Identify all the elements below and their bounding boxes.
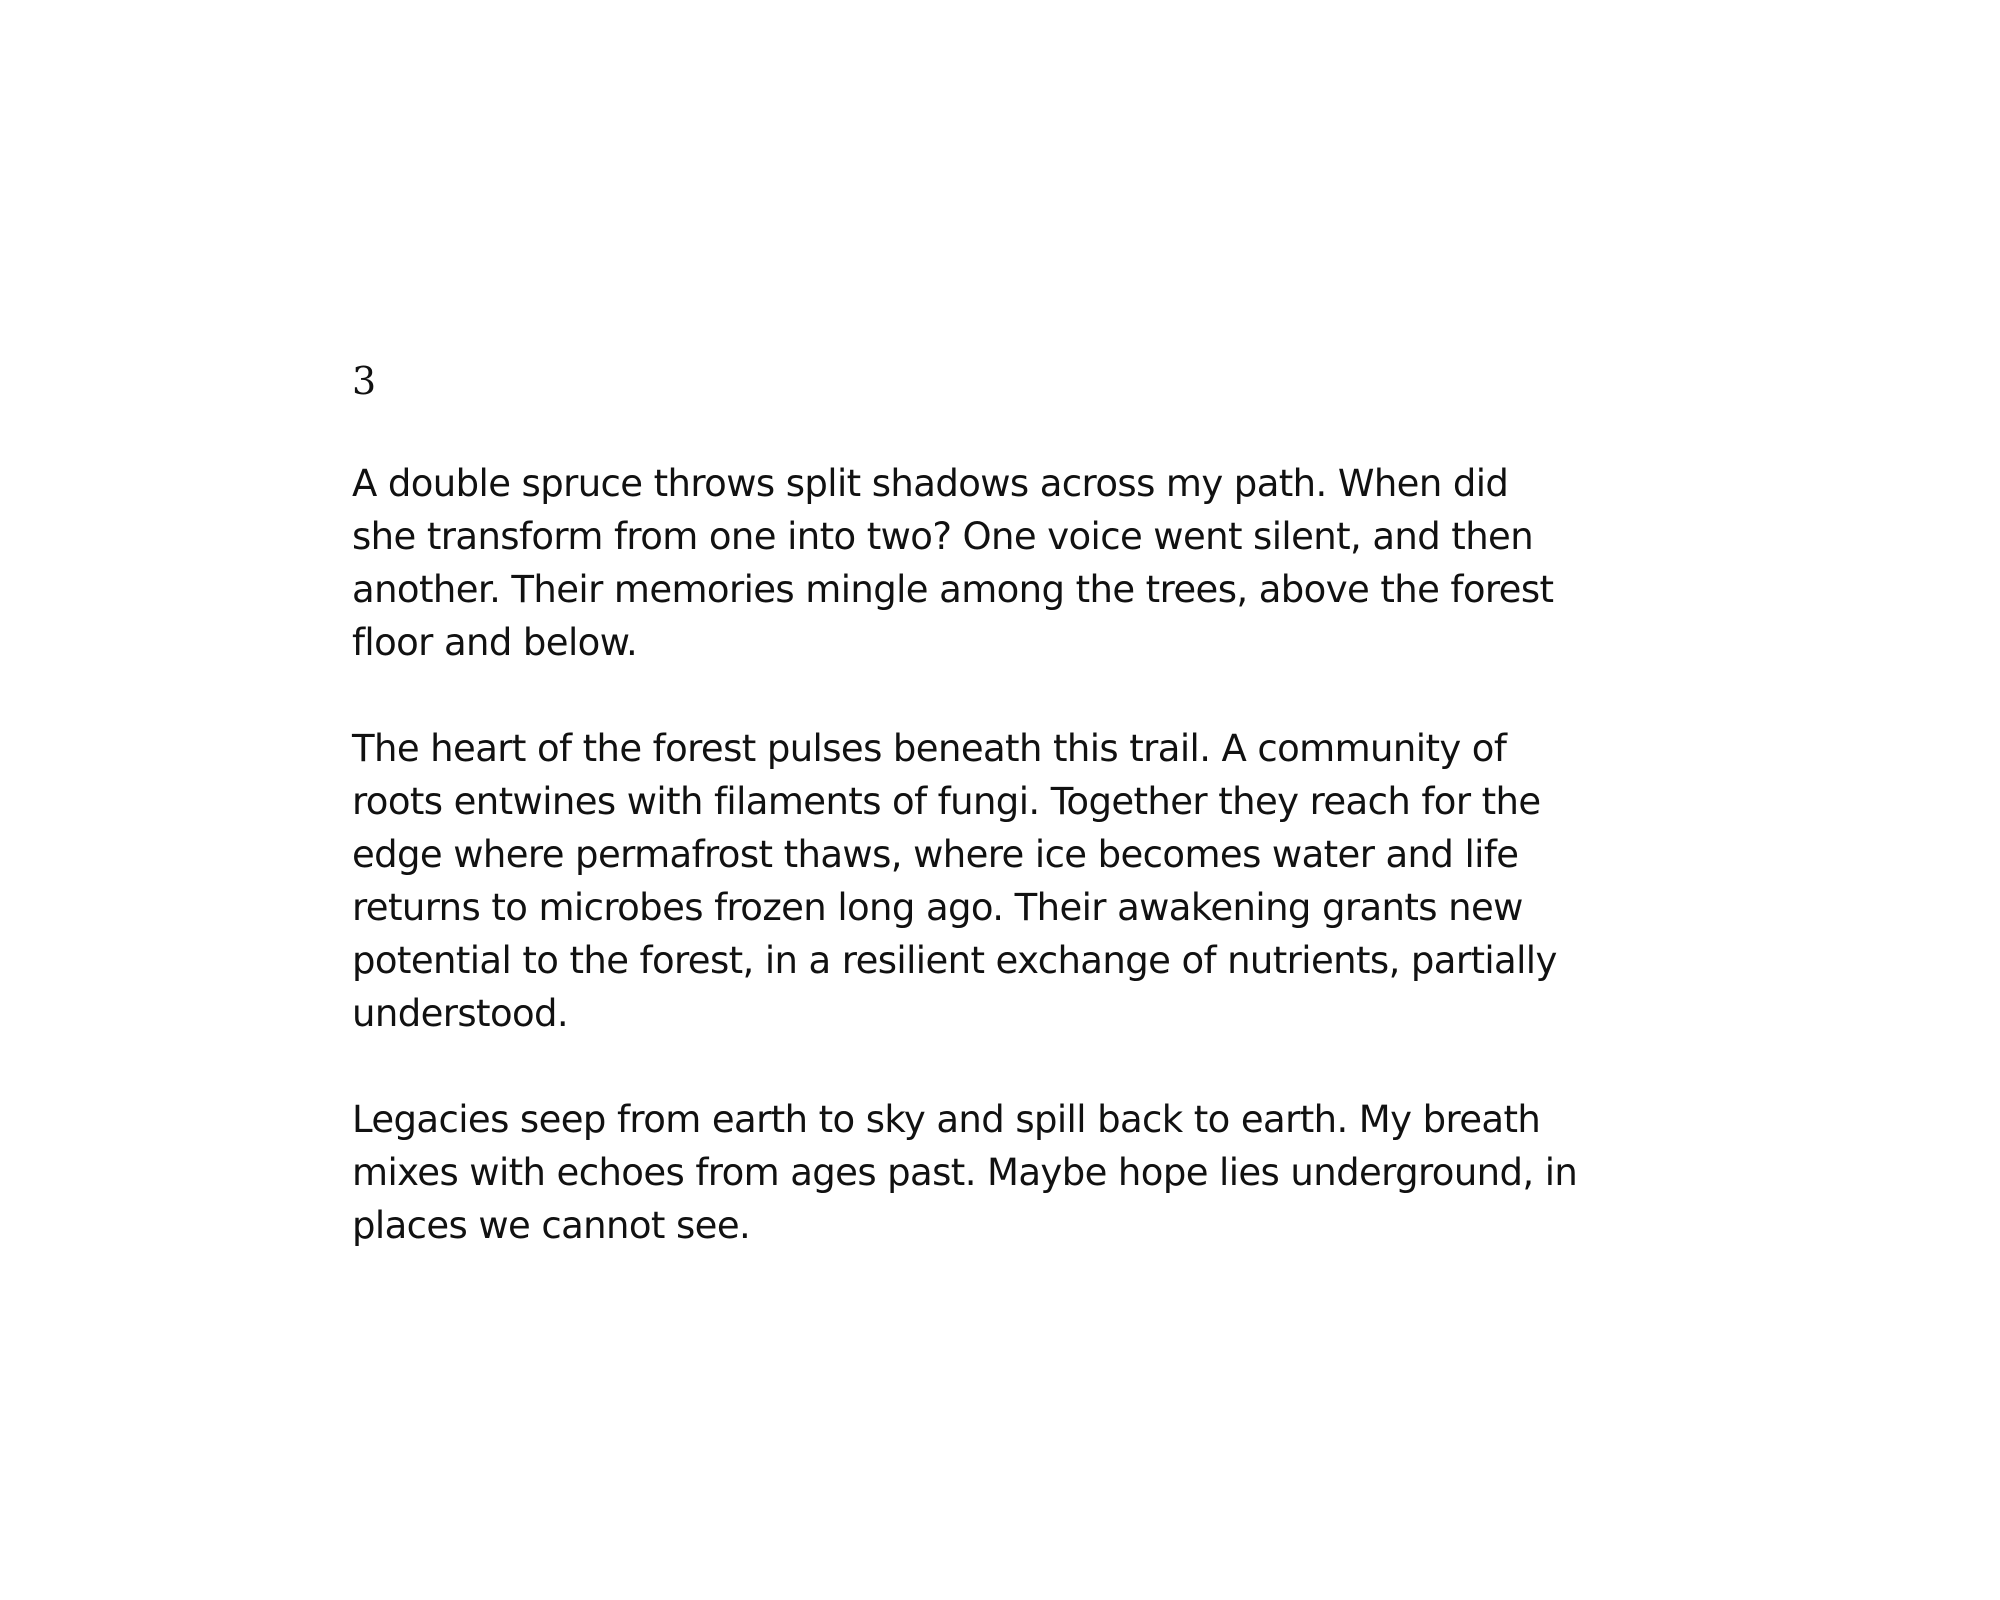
paragraph-3 (352, 1093, 1692, 1252)
paragraph-line: potential to the forest, in a resilient exchange of nutrients, partially (352, 939, 1557, 982)
paragraph-line: The heart of the forest pulses beneath this trail. A community of (352, 727, 1507, 770)
paragraph-spacer (352, 1040, 1692, 1093)
paragraph-line: edge where permafrost thaws, where ice becomes water and life (352, 833, 1519, 876)
paragraph-line: A double spruce throws split shadows across my path. When did (352, 462, 1509, 505)
paragraph-1 (352, 457, 1692, 669)
paragraph-line: another. Their memories mingle among the trees, above the forest (352, 568, 1554, 611)
paragraph-line: places we cannot see. (352, 1204, 751, 1247)
paragraph-line: Legacies seep from earth to sky and spill back to earth. My breath (352, 1098, 1541, 1141)
paragraph-line: returns to microbes frozen long ago. Their awakening grants new (352, 886, 1523, 929)
paragraph-line: floor and below. (352, 621, 638, 664)
paragraph-line: understood. (352, 992, 569, 1035)
paragraph-line: she transform from one into two? One voice went silent, and then (352, 515, 1534, 558)
page-content (352, 355, 1692, 1252)
paragraph-2 (352, 722, 1692, 1040)
page-number: 3 (352, 359, 377, 403)
paragraph-line: roots entwines with filaments of fungi. Together they reach for the (352, 780, 1541, 823)
paragraph-line: mixes with echoes from ages past. Maybe hope lies underground, in (352, 1151, 1578, 1194)
paragraph-spacer (352, 669, 1692, 722)
